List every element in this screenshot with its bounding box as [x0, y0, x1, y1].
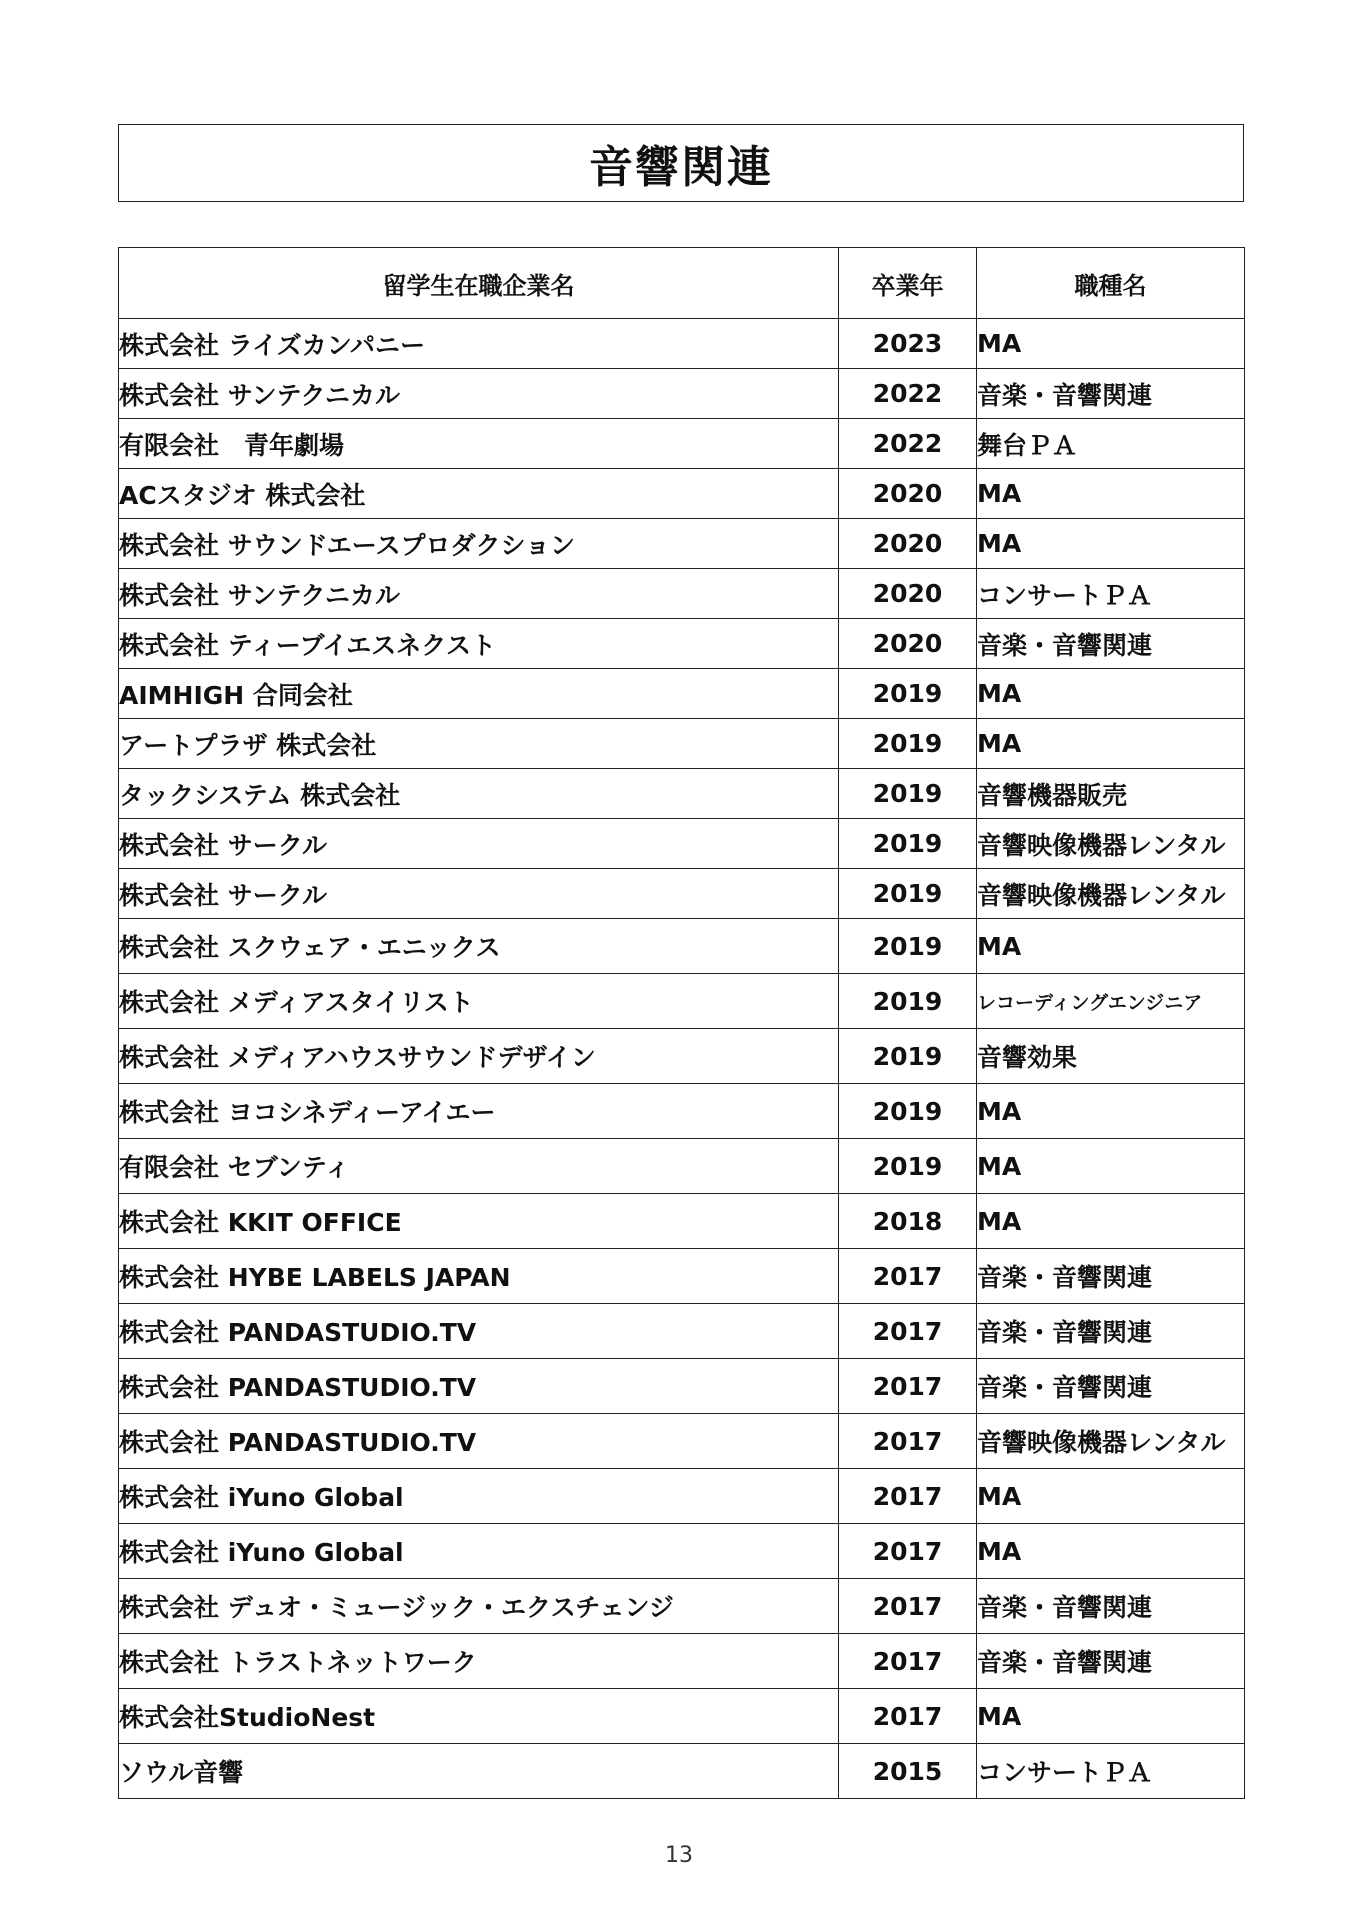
company-cell: AIMHIGH 合同会社 [119, 669, 839, 719]
company-cell: 有限会社 青年劇場 [119, 419, 839, 469]
company-cell: 株式会社 ヨコシネディーアイエー [119, 1084, 839, 1139]
job-cell: 音楽・音響関連 [977, 1359, 1245, 1414]
job-cell: 音楽・音響関連 [977, 1579, 1245, 1634]
job-cell: MA [977, 1139, 1245, 1194]
job-cell: レコーディングエンジニア [977, 974, 1245, 1029]
company-cell: 株式会社 PANDASTUDIO.TV [119, 1304, 839, 1359]
table-row [119, 669, 1245, 719]
job-cell: コンサートＰＡ [977, 1744, 1245, 1799]
year-cell: 2020 [839, 569, 977, 619]
company-cell: 株式会社StudioNest [119, 1689, 839, 1744]
table-row [119, 419, 1245, 469]
table-row [119, 1744, 1245, 1799]
job-cell: 音楽・音響関連 [977, 1304, 1245, 1359]
table-row [119, 469, 1245, 519]
employer-table [118, 247, 1245, 1799]
company-cell: 株式会社 メディアスタイリスト [119, 974, 839, 1029]
job-cell: MA [977, 669, 1245, 719]
year-cell: 2020 [839, 469, 977, 519]
year-cell: 2019 [839, 919, 977, 974]
year-cell: 2017 [839, 1469, 977, 1524]
company-cell: 株式会社 デュオ・ミュージック・エクスチェンジ [119, 1579, 839, 1634]
company-cell: 株式会社 PANDASTUDIO.TV [119, 1359, 839, 1414]
company-cell: 株式会社 サンテクニカル [119, 369, 839, 419]
table-row [119, 819, 1245, 869]
job-cell: 音響映像機器レンタル [977, 819, 1245, 869]
company-cell: 株式会社 ライズカンパニー [119, 319, 839, 369]
table-row [119, 1634, 1245, 1689]
year-cell: 2019 [839, 1139, 977, 1194]
table-row [119, 1084, 1245, 1139]
job-cell: 音楽・音響関連 [977, 619, 1245, 669]
company-cell: 株式会社 iYuno Global [119, 1469, 839, 1524]
job-cell: 音楽・音響関連 [977, 1249, 1245, 1304]
table-row [119, 1469, 1245, 1524]
company-cell: 株式会社 サウンドエースプロダクション [119, 519, 839, 569]
company-cell: ACスタジオ 株式会社 [119, 469, 839, 519]
job-cell: 音響機器販売 [977, 769, 1245, 819]
company-cell: 株式会社 ティーブイエスネクスト [119, 619, 839, 669]
table-row [119, 869, 1245, 919]
year-cell: 2017 [839, 1304, 977, 1359]
year-cell: 2018 [839, 1194, 977, 1249]
company-cell: 株式会社 メディアハウスサウンドデザイン [119, 1029, 839, 1084]
year-cell: 2017 [839, 1359, 977, 1414]
company-cell: 株式会社 トラストネットワーク [119, 1634, 839, 1689]
year-cell: 2020 [839, 519, 977, 569]
job-cell: MA [977, 1524, 1245, 1579]
table-row [119, 919, 1245, 974]
table-row [119, 1304, 1245, 1359]
table-row [119, 1194, 1245, 1249]
table-row [119, 1139, 1245, 1194]
company-cell: 株式会社 KKIT OFFICE [119, 1194, 839, 1249]
job-cell: MA [977, 319, 1245, 369]
job-cell: コンサートＰＡ [977, 569, 1245, 619]
job-cell: MA [977, 719, 1245, 769]
table-row [119, 519, 1245, 569]
year-cell: 2017 [839, 1689, 977, 1744]
table-row [119, 1579, 1245, 1634]
company-cell: 株式会社 iYuno Global [119, 1524, 839, 1579]
year-cell: 2019 [839, 669, 977, 719]
table-row [119, 1029, 1245, 1084]
company-cell: アートプラザ 株式会社 [119, 719, 839, 769]
job-cell: MA [977, 1469, 1245, 1524]
job-cell: MA [977, 1194, 1245, 1249]
table-row [119, 319, 1245, 369]
table-row [119, 719, 1245, 769]
table-row [119, 1414, 1245, 1469]
year-cell: 2017 [839, 1249, 977, 1304]
job-cell: 音楽・音響関連 [977, 1634, 1245, 1689]
year-cell: 2019 [839, 769, 977, 819]
table-row [119, 569, 1245, 619]
company-cell: 株式会社 サークル [119, 819, 839, 869]
table-row [119, 619, 1245, 669]
year-cell: 2019 [839, 869, 977, 919]
job-cell: MA [977, 1689, 1245, 1744]
table-row [119, 1524, 1245, 1579]
company-cell: タックシステム 株式会社 [119, 769, 839, 819]
page-number: 13 [665, 1843, 693, 1868]
job-cell: MA [977, 1084, 1245, 1139]
year-cell: 2019 [839, 1029, 977, 1084]
job-cell: MA [977, 469, 1245, 519]
job-cell: 音響効果 [977, 1029, 1245, 1084]
job-cell: 音楽・音響関連 [977, 369, 1245, 419]
job-cell: 舞台ＰＡ [977, 419, 1245, 469]
year-cell: 2017 [839, 1414, 977, 1469]
table-header-row [119, 248, 1245, 319]
job-cell: 音響映像機器レンタル [977, 1414, 1245, 1469]
year-cell: 2020 [839, 619, 977, 669]
company-cell: 株式会社 サークル [119, 869, 839, 919]
year-cell: 2019 [839, 719, 977, 769]
year-cell: 2017 [839, 1524, 977, 1579]
table-row [119, 1359, 1245, 1414]
company-cell: 株式会社 HYBE LABELS JAPAN [119, 1249, 839, 1304]
job-cell: MA [977, 519, 1245, 569]
page-title: 音響関連 [589, 142, 773, 193]
year-cell: 2022 [839, 369, 977, 419]
header-year: 卒業年 [839, 248, 977, 319]
table-row [119, 769, 1245, 819]
table-row [119, 1689, 1245, 1744]
table-row [119, 369, 1245, 419]
year-cell: 2017 [839, 1634, 977, 1689]
company-cell: 株式会社 サンテクニカル [119, 569, 839, 619]
year-cell: 2023 [839, 319, 977, 369]
company-cell: 有限会社 セブンティ [119, 1139, 839, 1194]
year-cell: 2019 [839, 819, 977, 869]
header-company: 留学生在職企業名 [119, 248, 839, 319]
job-cell: 音響映像機器レンタル [977, 869, 1245, 919]
year-cell: 2019 [839, 1084, 977, 1139]
job-cell: MA [977, 919, 1245, 974]
header-job: 職種名 [977, 248, 1245, 319]
table-row [119, 1249, 1245, 1304]
year-cell: 2019 [839, 974, 977, 1029]
title-box [118, 124, 1244, 202]
table-row [119, 974, 1245, 1029]
company-cell: 株式会社 スクウェア・エニックス [119, 919, 839, 974]
year-cell: 2017 [839, 1579, 977, 1634]
year-cell: 2015 [839, 1744, 977, 1799]
company-cell: 株式会社 PANDASTUDIO.TV [119, 1414, 839, 1469]
year-cell: 2022 [839, 419, 977, 469]
company-cell: ソウル音響 [119, 1744, 839, 1799]
